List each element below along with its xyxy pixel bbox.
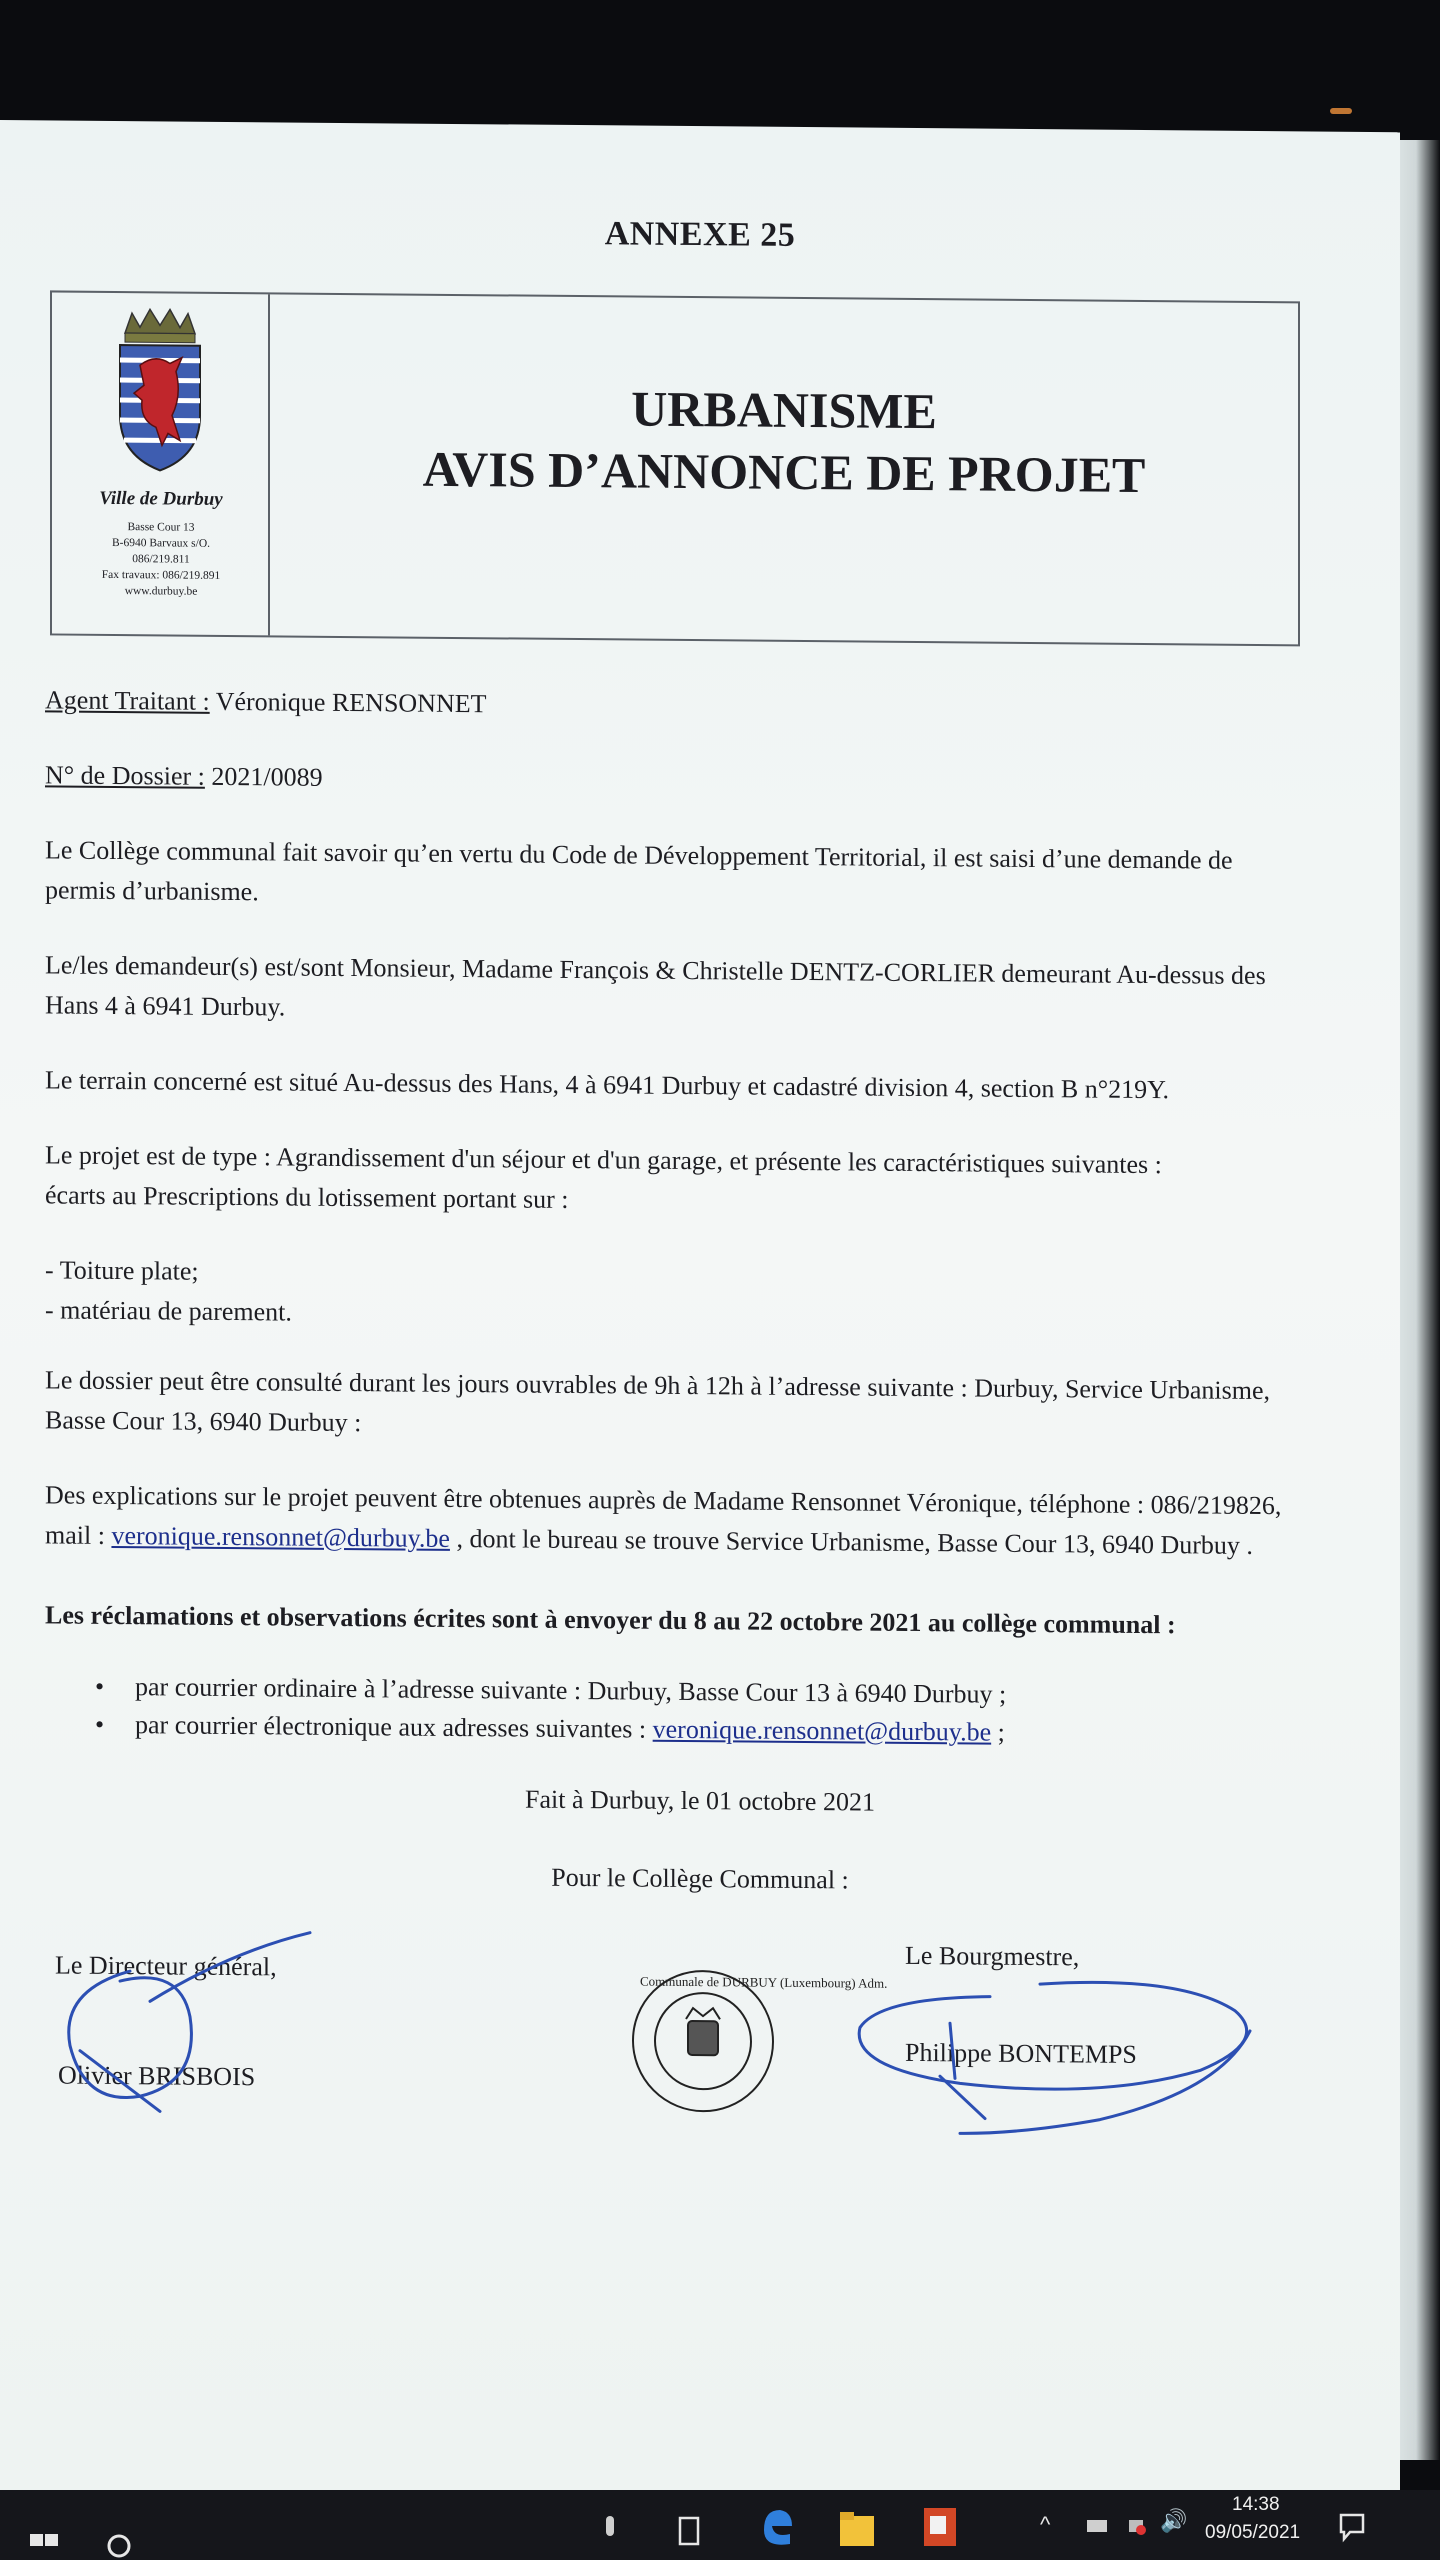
list-item: - Toiture plate;	[45, 1255, 199, 1286]
paragraph-land: Le terrain concerné est situé Au-dessus des Hans, 4 à 6941 Durbuy et cadastré division 4, section B n°219Y.	[45, 1065, 1170, 1105]
deviation-list	[45, 1250, 1325, 1341]
taskbar-clock-date[interactable]: 09/05/2021	[1205, 2522, 1301, 2543]
stamp-icon	[633, 1971, 773, 2112]
screen-glare	[1330, 108, 1352, 114]
mail-prefix: mail :	[45, 1520, 112, 1550]
municipality-website: www.durbuy.be	[124, 585, 198, 598]
paragraph-line: Hans 4 à 6941 Durbuy.	[45, 990, 286, 1022]
dossier-label: N° de Dossier :	[45, 760, 205, 791]
bullet-text: par courrier ordinaire à l’adresse suivante : Durbuy, Basse Cour 13 à 6940 Durbuy ;	[135, 1672, 1007, 1709]
dossier-line	[45, 755, 1325, 806]
paragraph-line: écarts au Prescriptions du lotissement portant sur :	[45, 1180, 569, 1214]
windows-taskbar	[0, 2490, 1440, 2560]
volume-icon[interactable]: 🔊	[1160, 2508, 1188, 2533]
annexe-heading: ANNEXE 25	[604, 215, 796, 254]
contact-email-link[interactable]: veronique.rensonnet@durbuy.be	[111, 1520, 450, 1553]
for-college: Pour le Collège Communal :	[551, 1862, 849, 1895]
edge-browser-icon[interactable]	[758, 2504, 794, 2550]
municipality-name: Ville de Durbuy	[99, 487, 223, 510]
windows-start-icon[interactable]	[30, 2534, 60, 2560]
notification-center-icon[interactable]	[1338, 2512, 1368, 2544]
powerpoint-icon[interactable]	[920, 2502, 960, 2552]
network-icon[interactable]	[1085, 2516, 1111, 2536]
agent-label: Agent Traitant :	[45, 685, 210, 716]
left-signatory-name: Olivier BRISBOIS	[58, 2060, 256, 2092]
paragraph-consultation	[45, 1360, 1325, 1451]
title-line-2: AVIS D’ANNONCE DE PROJET	[422, 440, 1146, 503]
header-box	[50, 290, 1300, 646]
coat-of-arms-icon	[110, 305, 210, 481]
paragraph-contact	[45, 1475, 1325, 1566]
left-signatory-title: Le Directeur général,	[55, 1950, 277, 1982]
agent-name: Véronique RENSONNET	[209, 686, 487, 719]
agent-line	[45, 680, 1325, 731]
paragraph-request	[45, 830, 1325, 921]
paragraph-line: Le projet est de type : Agrandissement d'un séjour et d'un garage, et présente les caractéristiques suivantes :	[45, 1140, 1162, 1180]
chevron-up-icon[interactable]: ^	[1040, 2512, 1051, 2537]
bullet-text: par courrier électronique aux adresses suivantes :	[135, 1710, 653, 1744]
municipality-address-line: B-6940 Barvaux s/O.	[111, 536, 211, 550]
paragraph-line: Le Collège communal fait savoir qu’en vertu du Code de Développement Territorial, il est saisi d’une demande de	[45, 835, 1233, 875]
taskbar-clock-time[interactable]: 14:38	[1232, 2494, 1280, 2515]
document-page	[0, 120, 1400, 2502]
document-title	[270, 374, 1298, 507]
battery-warning-icon[interactable]	[1125, 2514, 1149, 2538]
dossier-number: 2021/0089	[204, 761, 323, 792]
paragraph-line: Des explications sur le projet peuvent être obtenues auprès de Madame Rensonnet Véronique, téléphone : 086/219826,	[45, 1480, 1282, 1521]
stamp-text: Communale de DURBUY (Luxembourg) Adm.	[640, 1973, 888, 1991]
bullet-icon: •	[95, 1709, 105, 1739]
claims-heading: Les réclamations et observations écrites sont à envoyer du 8 au 22 octobre 2021 au collège communal :	[45, 1600, 1176, 1640]
title-line-1: URBANISME	[631, 380, 937, 440]
list-item: - matériau de parement.	[45, 1295, 292, 1327]
right-signatory-name: Philippe BONTEMPS	[905, 2037, 1137, 2069]
paragraph-line: Basse Cour 13, 6940 Durbuy :	[45, 1405, 362, 1438]
municipality-fax: Fax travaux: 086/219.891	[101, 568, 221, 582]
right-signatory-title: Le Bourgmestre,	[905, 1940, 1080, 1972]
paragraph-line: permis d’urbanisme.	[45, 875, 259, 907]
municipality-logo-panel	[52, 292, 270, 635]
municipality-phone: 086/219.811	[132, 553, 190, 566]
paragraph-applicants	[45, 945, 1325, 1036]
contact-suffix: , dont le bureau se trouve Service Urbanisme, Basse Cour 13, 6940 Durbuy .	[449, 1523, 1253, 1560]
paragraph-project-type	[45, 1135, 1325, 1226]
place-date: Fait à Durbuy, le 01 octobre 2021	[525, 1784, 875, 1817]
paragraph-line: Le dossier peut être consulté durant les jours ouvrables de 9h à 12h à l’adresse suivante : Durbuy, Service Urbanisme,	[45, 1365, 1271, 1406]
bullet-suffix: ;	[991, 1717, 1005, 1747]
claims-email-link[interactable]: veronique.rensonnet@durbuy.be	[652, 1714, 992, 1747]
paragraph-line: Le/les demandeur(s) est/sont Monsieur, Madame François & Christelle DENTZ-CORLIER demeurant Au-dessus des	[45, 950, 1266, 991]
bullet-email	[95, 1707, 1295, 1753]
task-view-icon[interactable]	[676, 2510, 706, 2550]
file-explorer-icon[interactable]	[838, 2506, 878, 2550]
bullet-icon: •	[95, 1671, 105, 1701]
microphone-icon[interactable]	[598, 2510, 622, 2550]
search-icon[interactable]	[105, 2532, 135, 2560]
municipality-address-line: Basse Cour 13	[127, 521, 195, 534]
